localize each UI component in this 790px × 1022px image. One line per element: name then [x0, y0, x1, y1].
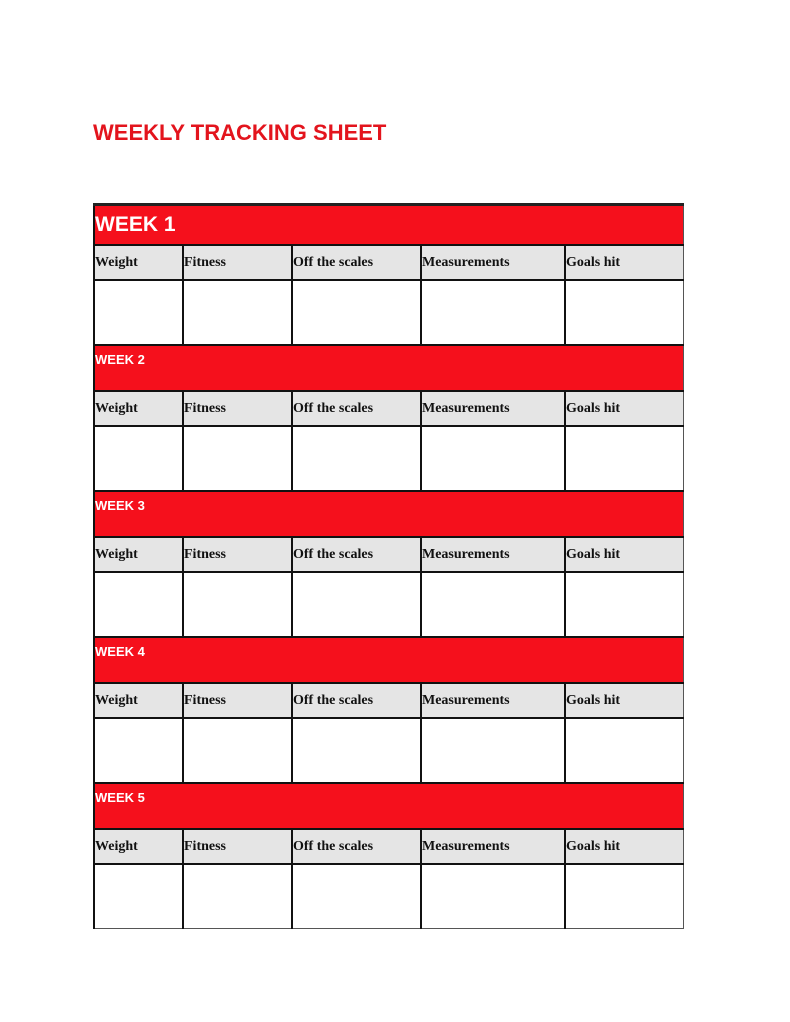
- entry-cell-weight[interactable]: [94, 572, 183, 637]
- entry-cell-goals-hit[interactable]: [565, 864, 683, 929]
- entry-cell-measurements[interactable]: [421, 864, 565, 929]
- entry-cell-off-the-scales[interactable]: [292, 718, 421, 783]
- entry-cell-weight[interactable]: [94, 426, 183, 491]
- column-header-goals-hit: Goals hit: [565, 683, 683, 718]
- column-header-goals-hit: Goals hit: [565, 829, 683, 864]
- entry-cell-off-the-scales[interactable]: [292, 280, 421, 345]
- tracking-table: [93, 203, 684, 929]
- column-header-goals-hit: Goals hit: [565, 245, 683, 280]
- entry-cell-fitness[interactable]: [183, 426, 292, 491]
- column-header-row: [94, 391, 683, 426]
- entry-row: [94, 426, 683, 491]
- entry-cell-weight[interactable]: [94, 718, 183, 783]
- entry-cell-fitness[interactable]: [183, 718, 292, 783]
- entry-cell-measurements[interactable]: [421, 280, 565, 345]
- entry-cell-off-the-scales[interactable]: [292, 864, 421, 929]
- column-header-off-the-scales: Off the scales: [292, 537, 421, 572]
- column-header-weight: Weight: [94, 245, 183, 280]
- entry-cell-goals-hit[interactable]: [565, 280, 683, 345]
- column-header-fitness: Fitness: [183, 683, 292, 718]
- entry-cell-off-the-scales[interactable]: [292, 572, 421, 637]
- column-header-row: [94, 245, 683, 280]
- column-header-goals-hit: Goals hit: [565, 391, 683, 426]
- week-label: WEEK 1: [94, 205, 683, 246]
- page-title: WEEKLY TRACKING SHEET: [93, 120, 387, 145]
- entry-cell-goals-hit[interactable]: [565, 572, 683, 637]
- week-label: WEEK 4: [94, 637, 683, 683]
- week-header-row: [94, 783, 683, 829]
- week-label: WEEK 3: [94, 491, 683, 537]
- column-header-weight: Weight: [94, 683, 183, 718]
- column-header-weight: Weight: [94, 829, 183, 864]
- column-header-measurements: Measurements: [421, 683, 565, 718]
- week-label: WEEK 5: [94, 783, 683, 829]
- column-header-off-the-scales: Off the scales: [292, 391, 421, 426]
- week-header-row: [94, 637, 683, 683]
- entry-cell-measurements[interactable]: [421, 718, 565, 783]
- column-header-weight: Weight: [94, 537, 183, 572]
- entry-row: [94, 280, 683, 345]
- column-header-weight: Weight: [94, 391, 183, 426]
- week-label: WEEK 2: [94, 345, 683, 391]
- week-header-row: [94, 491, 683, 537]
- entry-cell-goals-hit[interactable]: [565, 718, 683, 783]
- column-header-fitness: Fitness: [183, 537, 292, 572]
- column-header-measurements: Measurements: [421, 245, 565, 280]
- entry-row: [94, 864, 683, 929]
- column-header-off-the-scales: Off the scales: [292, 245, 421, 280]
- column-header-fitness: Fitness: [183, 391, 292, 426]
- entry-row: [94, 718, 683, 783]
- column-header-off-the-scales: Off the scales: [292, 683, 421, 718]
- week-header-row: [94, 205, 683, 246]
- entry-cell-measurements[interactable]: [421, 572, 565, 637]
- entry-row: [94, 572, 683, 637]
- column-header-row: [94, 829, 683, 864]
- column-header-fitness: Fitness: [183, 829, 292, 864]
- entry-cell-measurements[interactable]: [421, 426, 565, 491]
- entry-cell-goals-hit[interactable]: [565, 426, 683, 491]
- column-header-row: [94, 537, 683, 572]
- entry-cell-fitness[interactable]: [183, 572, 292, 637]
- column-header-goals-hit: Goals hit: [565, 537, 683, 572]
- week-header-row: [94, 345, 683, 391]
- column-header-row: [94, 683, 683, 718]
- entry-cell-fitness[interactable]: [183, 280, 292, 345]
- column-header-measurements: Measurements: [421, 537, 565, 572]
- column-header-measurements: Measurements: [421, 391, 565, 426]
- column-header-fitness: Fitness: [183, 245, 292, 280]
- entry-cell-weight[interactable]: [94, 864, 183, 929]
- entry-cell-off-the-scales[interactable]: [292, 426, 421, 491]
- entry-cell-weight[interactable]: [94, 280, 183, 345]
- entry-cell-fitness[interactable]: [183, 864, 292, 929]
- column-header-off-the-scales: Off the scales: [292, 829, 421, 864]
- column-header-measurements: Measurements: [421, 829, 565, 864]
